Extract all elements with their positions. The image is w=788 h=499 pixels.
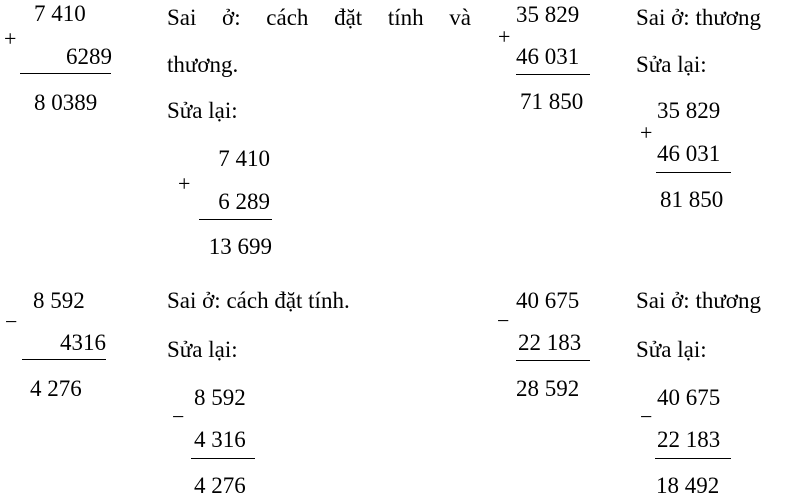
fix-operand-2: 22 183 [657,427,721,452]
minus-sign: − [172,404,185,429]
plus-sign: + [640,120,653,145]
fix-result: 18 492 [656,473,720,498]
minus-sign: − [640,404,653,429]
fix-label: Sửa lại: [636,52,707,77]
fix-label: Sửa lại: [636,337,707,362]
sum-line [199,219,272,220]
operand-2: 46 031 [516,44,580,69]
plus-sign: + [4,26,17,51]
sum-line [20,73,111,74]
fix-result: 81 850 [660,187,724,212]
result: 4 276 [30,376,82,401]
operand-1: 8 592 [33,288,85,313]
fix-operand-2: 4 316 [194,427,246,452]
result: 28 592 [516,376,580,401]
sum-line [516,74,590,75]
fix-result: 4 276 [194,473,246,498]
operand-1: 35 829 [516,2,580,27]
fix-operand-1: 8 592 [194,385,246,410]
fix-label: Sửa lại: [167,98,238,123]
operand-2: 22 183 [518,330,582,355]
fix-operand-2: 6 289 [218,189,270,214]
minus-sign: − [497,308,510,333]
operand-1: 40 675 [516,288,580,313]
operand-2: 6289 [66,44,112,69]
plus-sign: + [498,24,511,49]
minus-sign: − [5,309,18,334]
difference-line [22,359,106,360]
fix-result: 13 699 [208,234,272,259]
result: 71 850 [520,89,584,114]
operand-1: 7 410 [34,1,86,26]
error-note: Sai ở: cách đặt tính. [167,288,350,313]
fix-operand-2: 46 031 [657,141,721,166]
operand-2: 4316 [60,330,106,355]
difference-line [516,360,590,361]
error-note: Sai ở: thương [636,5,761,30]
difference-line [191,458,255,459]
fix-operand-1: 40 675 [657,385,721,410]
result: 8 0389 [34,90,98,115]
fix-label: Sửa lại: [167,337,238,362]
fix-operand-1: 35 829 [657,98,721,123]
plus-sign: + [178,171,191,196]
error-note: Sai ở: thương [636,288,761,313]
sum-line [656,172,731,173]
fix-operand-1: 7 410 [218,146,270,171]
error-note-cont: thương. [167,52,239,77]
error-note: Sai ở: cách đặt tính và [167,5,471,30]
difference-line [655,458,731,459]
